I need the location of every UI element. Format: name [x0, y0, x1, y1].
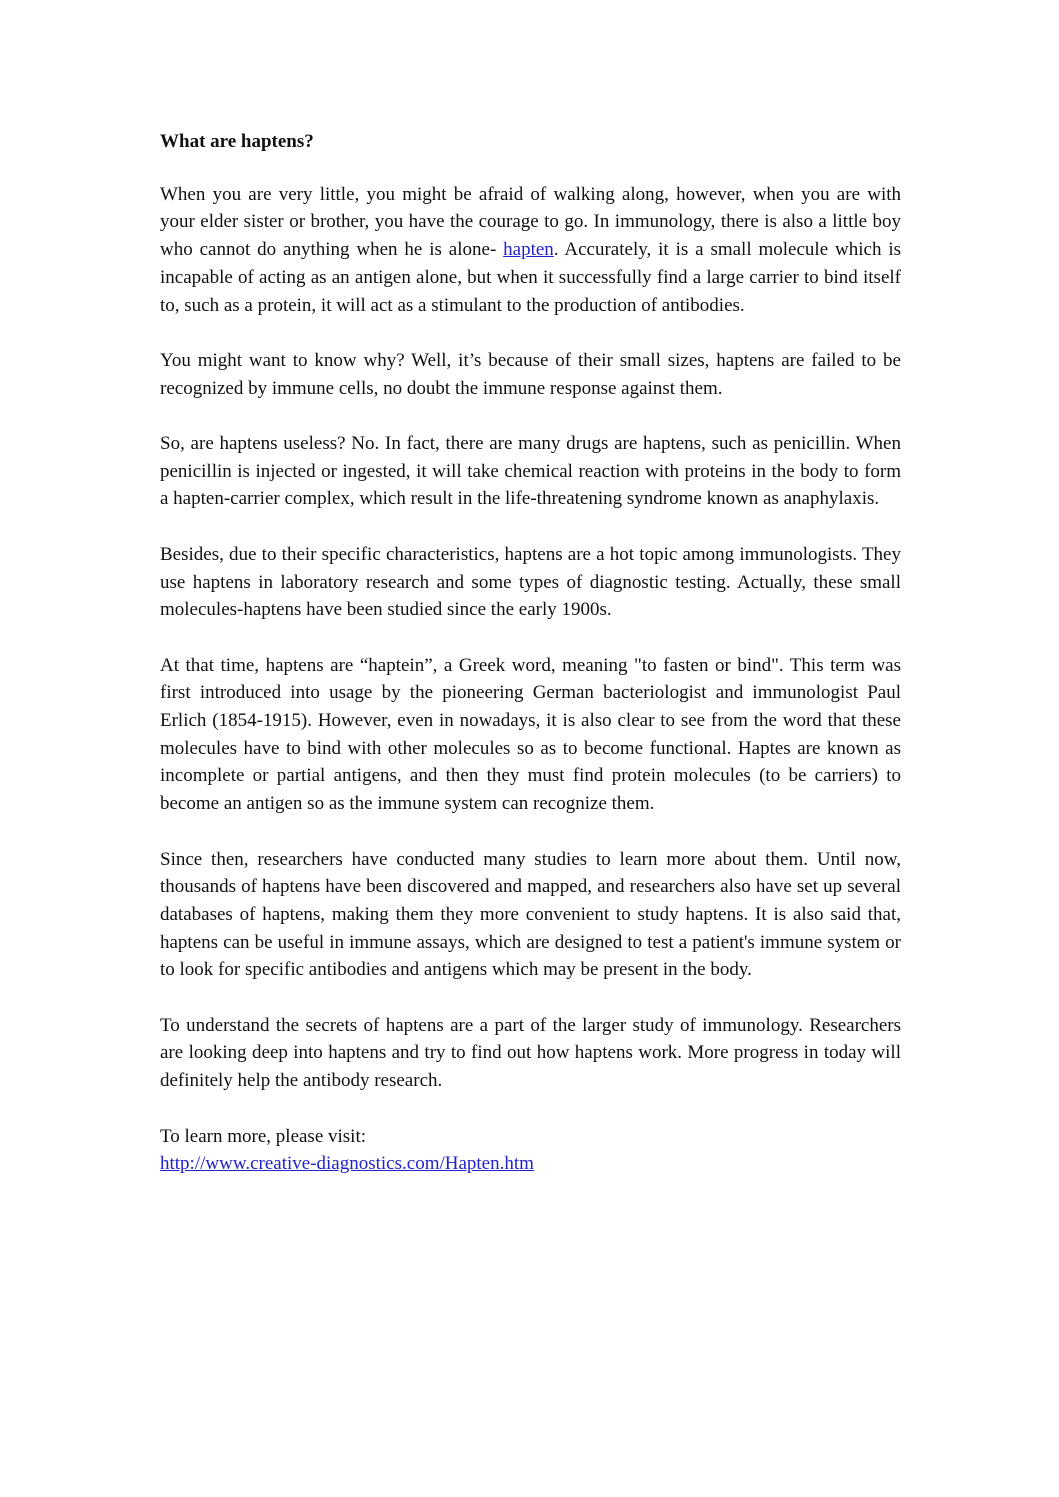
paragraph-conclusion: To understand the secrets of haptens are a part of the larger study of immunology. Researchers are looking deep into haptens and try to find out how haptens work. More progress in today will definitely help the antibody research. [160, 1014, 901, 1092]
source-url-link[interactable]: http://www.creative-diagnostics.com/Hapten.htm [160, 1153, 534, 1175]
paragraph-why: You might want to know why? Well, it’s because of their small sizes, haptens are failed to be recognized by immune cells, no doubt the immune response against them. [160, 349, 901, 399]
paragraph-history: At that time, haptens are “haptein”, a Greek word, meaning "to fasten or bind". This term was first introduced into usage by the pioneering German bacteriologist and immunologist Paul Erlich (1854-1915). However, even in nowadays, it is also clear to see from the word that these molecules have to bind with other molecules so as to become functional. Haptes are known as incomplete or partial antigens, and then they must find protein molecules (to be carriers) to become an antigen so as the immune system can recognize them. [160, 654, 901, 815]
closing-section [160, 1123, 901, 1178]
paragraph-research: Since then, researchers have conducted many studies to learn more about them. Until now, thousands of haptens have been discovered and mapped, and researchers also have set up several databases of haptens, making them they more convenient to study haptens. It is also said that, haptens can be useful in immune assays, which are designed to test a patient's immune system or to look for specific antibodies and antigens which may be present in the body. [160, 848, 901, 981]
paragraph-intro-text-2: . Accurately, it is a small molecule which is incapable of acting as an antigen alone, but when it successfully find a large carrier to bind itself to, such as a protein, it will act as a stimulant to the production of antibodies. [160, 239, 901, 316]
paragraph-intro-text-1: When you are very little, you might be afraid of walking along, however, when you are with your elder sister or brother, you have the courage to go. In immunology, there is also a little boy who cannot do anything when he is alone- [160, 183, 901, 261]
paragraph-intro [160, 181, 901, 320]
paragraph-characteristics: Besides, due to their specific characteristics, haptens are a hot topic among immunologists. They use haptens in laboratory research and some types of diagnostic testing. Actually, these small molecules-haptens have been studied since the early 1900s. [160, 543, 901, 621]
document-page [160, 128, 901, 1178]
hapten-link[interactable]: hapten [503, 239, 554, 261]
document-title: What are haptens? [160, 131, 314, 152]
paragraph-useless: So, are haptens useless? No. In fact, there are many drugs are haptens, such as penicillin. When penicillin is injected or ingested, it will take chemical reaction with proteins in the body to form a hapten-carrier complex, which result in the life-threatening syndrome known as anaphylaxis. [160, 433, 901, 510]
closing-text: To learn more, please visit: [160, 1125, 367, 1147]
